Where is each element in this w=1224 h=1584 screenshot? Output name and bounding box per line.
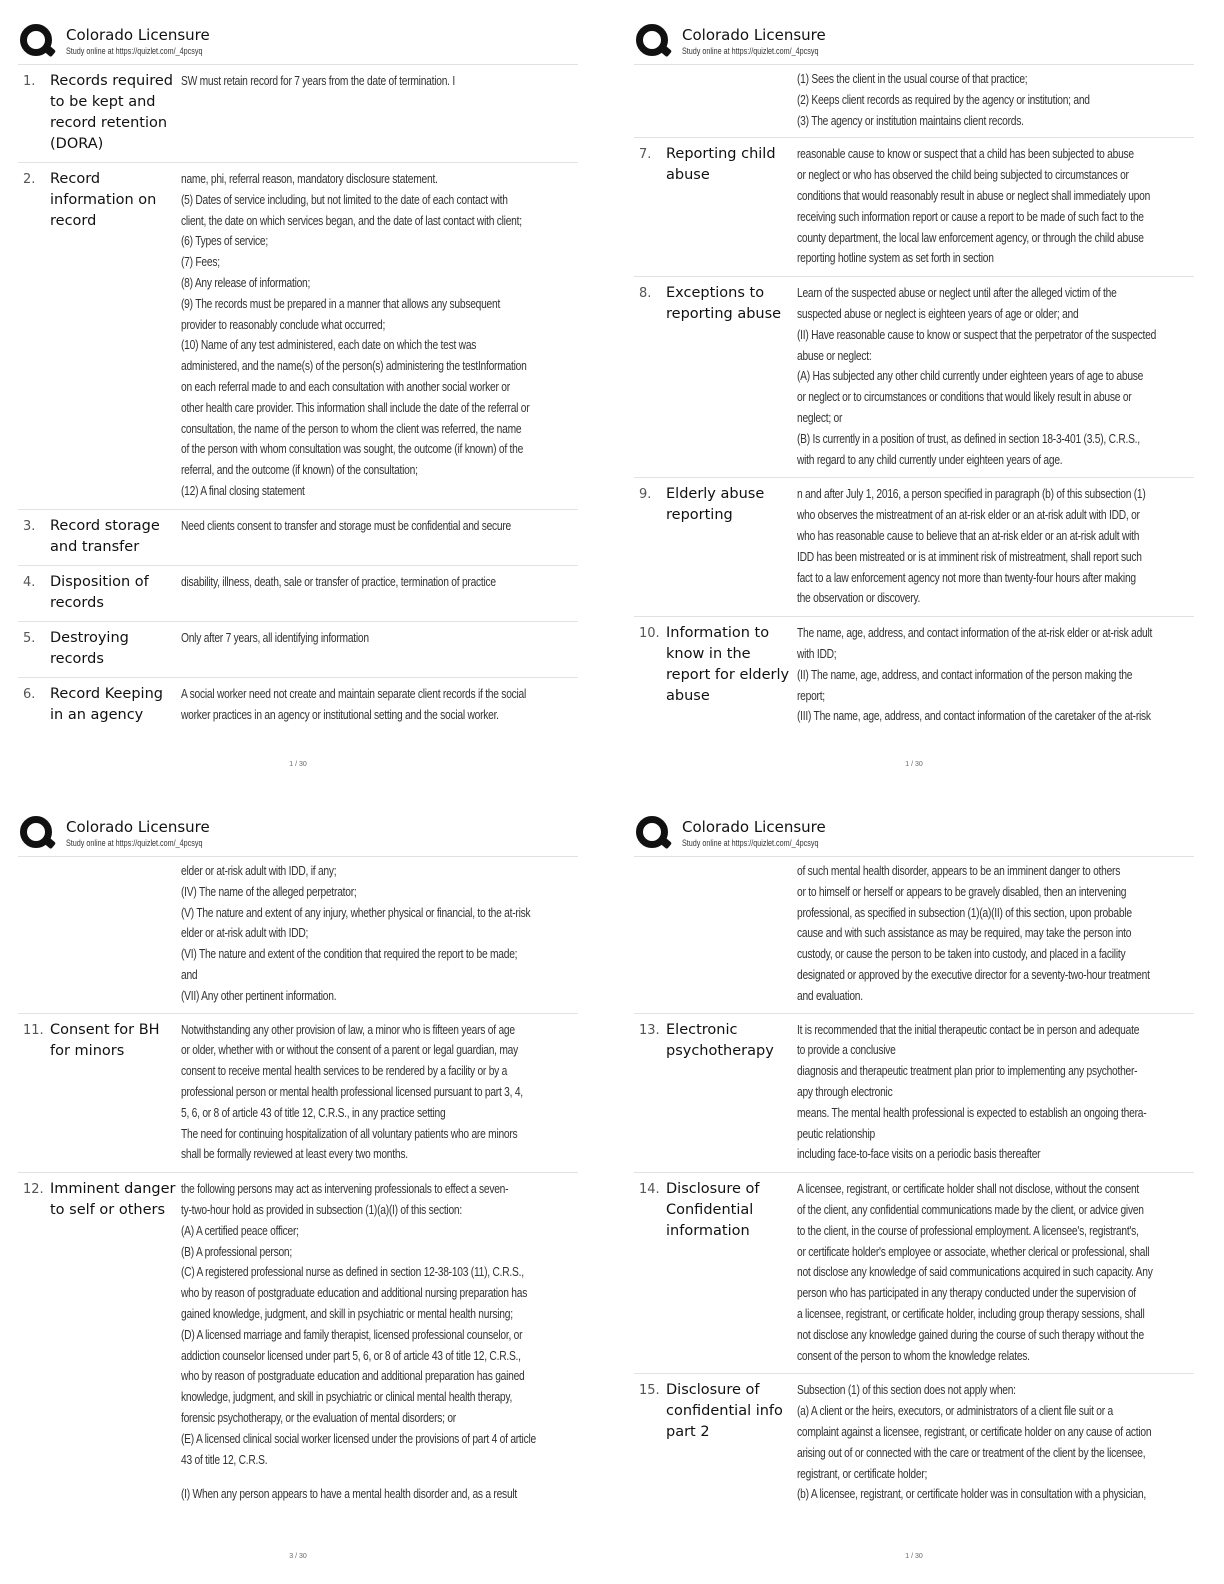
card-definition: reasonable cause to know or suspect that a child has been subjected to abuse or neglect or who has observed the child being subjected to circumstances or conditions that would reasonably result in abuse or neglect shall immediately upon receiving such information report or cause a report to be made of such fact to the county department, the local law enforcement agency, or through the child abuse reporting hotline system as set forth in section	[797, 147, 1151, 266]
page-header	[18, 20, 578, 62]
card-term: Consent for BH for minors	[50, 1021, 160, 1059]
card-number: 2.	[23, 172, 36, 187]
flashcard-list	[18, 1014, 578, 1513]
document-page-1	[18, 20, 578, 780]
flashcard-row	[634, 478, 1194, 617]
card-term: Elderly abuse reporting	[666, 486, 765, 524]
page-number: 1 / 30	[289, 761, 307, 768]
page-number: 3 / 30	[289, 1553, 307, 1560]
card-number: 1.	[23, 74, 36, 89]
card-term: Disclosure of confidential info part 2	[666, 1382, 783, 1441]
card-definition: A licensee, registrant, or certificate holder shall not disclose, without the consent of the client, any confidential communications made by the client, or advice given to the client, in the course of professional employment. A licensee's, registrant's, or certificate holder's employee or associate, whether clerical or professional, shall not disclose any knowledge of said communications acquired in such capacity. Any person who has participated in any therapy conducted under the supervision of a licensee, registrant, or certificate holder, including group therapy sessions, shall not disclose any knowledge gained during the course of such therapy without the consent of the person to whom the knowledge relates.	[797, 1182, 1153, 1363]
continued-definition: elder or at-risk adult with IDD, if any; (IV) The name of the alleged perpetrator; (V) The nature and extent of any injury, whether physical or financial, to the at-risk elder or at-risk adult with IDD; (VI) The nature and extent of the condition that required the report to be made; and (VII) Any other pertinent information.	[18, 857, 578, 1014]
card-number: 3.	[23, 518, 36, 534]
flashcard-row	[634, 1173, 1194, 1374]
flashcard-row	[18, 163, 578, 510]
card-number: 9.	[639, 487, 652, 503]
flashcard-row	[18, 678, 578, 733]
set-title: Colorado Licensure	[66, 25, 210, 44]
quizlet-logo-icon	[634, 22, 672, 60]
card-term: Destroying records	[50, 629, 129, 667]
flashcard-row	[634, 1374, 1194, 1512]
flashcard-row	[18, 65, 578, 163]
set-title: Colorado Licensure	[682, 817, 826, 836]
page-header	[634, 812, 1194, 854]
flashcard-list	[18, 65, 578, 733]
continued-definition: of such mental health disorder, appears to be an imminent danger to others or to himself or herself or appears to be gravely disabled, then an intervening professional, as specified in subsection (1)(a)(II) of this section, upon probable cause and with such assistance as may be required, may take the person into custody, or cause the person to be taken into custody, and placed in a facility designated or approved by the executive director for a seventy-two-hour treatment and evaluation.	[634, 857, 1194, 1014]
flashcard-row	[18, 1014, 578, 1174]
card-number: 15.	[639, 1383, 660, 1399]
flashcard-row	[634, 1014, 1194, 1174]
page-header	[634, 20, 1194, 62]
flashcard-row	[18, 622, 578, 678]
card-number: 14.	[639, 1182, 660, 1198]
study-url: Study online at https://quizlet.com/_4pcsyq	[682, 45, 819, 56]
card-term: Electronic psychotherapy	[666, 1021, 774, 1059]
card-definition: Only after 7 years, all identifying information	[181, 630, 369, 645]
card-term: Record information on record	[50, 171, 157, 229]
card-number: 4.	[23, 574, 36, 590]
card-definition: name, phi, referral reason, mandatory disclosure statement. (5) Dates of service including, but not limited to the date of each contact with client, the date on which services began, and the date of last contact with client; (6) Types of service; (7) Fees; (8) Any release of information; (9) The records must be prepared in a manner that allows any subsequent provider to reasonably conclude what occurred; (10) Name of any test administered, each date on which the test was administered, and the name(s) of the person(s) administering the testInformation on each referral made to and each consultation with another social worker or other health care provider. This information shall include the date of the referral or consultation, the name of the person to whom the client was referred, the name of the person with whom consultation was sought, the outcome (if known) of the referral, and the outcome (if known) of the consultation; (12) A final closing statement	[181, 172, 530, 498]
flashcard-row	[634, 277, 1194, 478]
set-title: Colorado Licensure	[682, 25, 826, 44]
card-number: 5.	[23, 630, 36, 646]
card-definition: Notwithstanding any other provision of law, a minor who is fifteen years of age or older, whether with or without the consent of a parent or legal guardian, may consent to receive mental health services to be rendered by a facility or by a professional person or mental health professional licensed pursuant to part 3, 4, 5, 6, or 8 of article 43 of title 12, C.R.S., in any practice setting The need for continuing hospitalization of all voluntary patients who are minors shall be formally reviewed at least every two months.	[181, 1022, 523, 1162]
study-url: Study online at https://quizlet.com/_4pcsyq	[66, 837, 203, 848]
study-url: Study online at https://quizlet.com/_4pcsyq	[682, 837, 819, 848]
card-number: 10.	[639, 626, 660, 642]
card-term: Disclosure of Confidential information	[666, 1181, 760, 1240]
card-number: 13.	[639, 1022, 660, 1038]
flashcard-row	[634, 138, 1194, 277]
flashcard-list	[634, 1014, 1194, 1513]
flashcard-row	[18, 566, 578, 622]
card-number: 8.	[639, 286, 652, 302]
flashcard-row	[634, 617, 1194, 734]
card-definition: Learn of the suspected abuse or neglect until after the alleged victim of the suspected abuse or neglect is eighteen years of age or older; and (II) Have reasonable cause to know or suspect that the perpetrator of the suspected abuse or neglect: (A) Has subjected any other child currently under eighteen years of age to abuse or neglect or to circumstances or conditions that would likely result in abuse or neglect; or (B) Is currently in a position of trust, as defined in section 18-3-401 (3.5), C.R.S., with regard to any child currently under eighteen years of age.	[797, 286, 1157, 467]
card-term: Imminent danger to self or others	[50, 1181, 176, 1219]
continued-definition: (1) Sees the client in the usual course of that practice; (2) Keeps client records as required by the agency or institution; and (3) The agency or institution maintains client records.	[634, 65, 1194, 138]
flashcard-row	[18, 510, 578, 566]
card-definition: the following persons may act as intervening professionals to effect a seven- ty-two-hour hold as provided in subsection (1)(a)(I) of this section: (A) A certified peace officer; (B) A professional person; (C) A registered professional nurse as defined in section 12-38-103 (11), C.R.S., who by reason of postgraduate education and additional nursing preparation has gained knowledge, judgment, and skill in psychiatric or mental health nursing; (D) A licensed marriage and family therapist, licensed professional counselor, or addiction counselor licensed under part 5, 6, or 8 of article 43 of title 12, C.R.S., who by reason of postgraduate education and additional preparation has gained knowledge, judgment, and skill in psychiatric or clinical mental health therapy, forensic psychotherapy, or the evaluation of mental disorders; or (E) A licensed clinical social worker licensed under the provisions of part 4 of article 43 of title 12, C.R.S. (I) When any person appears to have a mental health disorder and, as a result	[181, 1182, 536, 1502]
card-number: 6.	[23, 686, 36, 702]
card-definition: Need clients consent to transfer and storage must be confidential and secure	[181, 518, 512, 533]
flashcard-list	[634, 138, 1194, 734]
card-definition: A social worker need not create and maintain separate client records if the social worker practices in an agency or institutional setting and the social worker.	[181, 686, 527, 722]
page-number: 1 / 30	[905, 761, 923, 768]
card-number: 11.	[23, 1022, 44, 1038]
quizlet-logo-icon	[18, 22, 56, 60]
card-number: 7.	[639, 147, 652, 163]
study-url: Study online at https://quizlet.com/_4pcsyq	[66, 45, 203, 56]
page-number: 1 / 30	[905, 1553, 923, 1560]
document-page-4	[634, 812, 1194, 1572]
page-header	[18, 812, 578, 854]
quizlet-logo-icon	[634, 814, 672, 852]
card-definition: It is recommended that the initial therapeutic contact be in person and adequate to provide a conclusive diagnosis and therapeutic treatment plan prior to implementing any psychother- apy through electronic means. The mental health professional is expected to establish an ongoing thera- peutic relationship including face-to-face visits on a periodic basis thereafter	[797, 1022, 1147, 1162]
card-term: Exceptions to reporting abuse	[666, 285, 782, 323]
card-definition: SW must retain record for 7 years from the date of termination. I	[181, 74, 455, 88]
card-term: Records required to be kept and record retention (DORA)	[50, 73, 174, 152]
document-page-3	[18, 812, 578, 1572]
card-term: Information to know in the report for elderly abuse	[666, 625, 790, 705]
card-definition: disability, illness, death, sale or transfer of practice, termination of practice	[181, 574, 496, 589]
card-term: Reporting child abuse	[666, 146, 776, 184]
set-title: Colorado Licensure	[66, 817, 210, 836]
card-term: Record Keeping in an agency	[50, 685, 163, 723]
card-definition: n and after July 1, 2016, a person specified in paragraph (b) of this subsection (1) who observes the mistreatment of an at-risk elder or an at-risk adult with IDD, or who has reasonable cause to believe that an at-risk elder or an at-risk adult with IDD has been mistreated or is at imminent risk of mistreatment, shall report such fact to a law enforcement agency not more than twenty-four hours after making the observation or discovery.	[797, 487, 1146, 606]
card-term: Disposition of records	[50, 573, 149, 611]
document-page-2	[634, 20, 1194, 780]
flashcard-row	[18, 1173, 578, 1512]
card-definition: Subsection (1) of this section does not apply when: (a) A client or the heirs, executors, or administrators of a client file suit or a complaint against a licensee, registrant, or certificate holder on any cause of action arising out of or connected with the care or treatment of the client by the licensee, registrant, or certificate holder; (b) A licensee, registrant, or certificate holder was in consultation with a physician,	[797, 1383, 1152, 1502]
card-term: Record storage and transfer	[50, 517, 160, 555]
card-number: 12.	[23, 1182, 44, 1198]
card-definition: The name, age, address, and contact information of the at-risk elder or at-risk adult with IDD; (II) The name, age, address, and contact information of the person making the report; (III) The name, age, address, and contact information of the caretaker of the at-risk	[797, 626, 1153, 724]
quizlet-logo-icon	[18, 814, 56, 852]
